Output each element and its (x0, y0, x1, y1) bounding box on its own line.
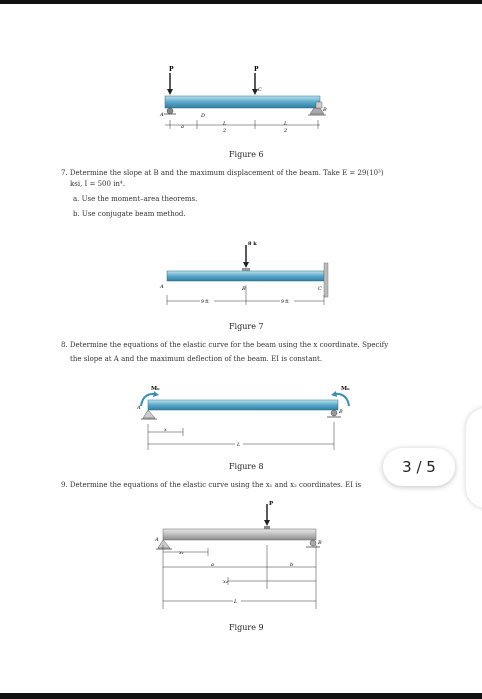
top-edge-bar (0, 0, 482, 4)
svg-text:D: D (201, 113, 206, 119)
load-label: P (254, 66, 259, 73)
pin-support (158, 540, 170, 548)
fixed-support (310, 108, 324, 114)
svg-text:B: B (339, 409, 343, 415)
figure-9-diagram (148, 497, 333, 612)
svg-text:A: A (137, 405, 141, 411)
roller-support (310, 540, 316, 546)
svg-text:B: B (318, 540, 322, 546)
figure-7-caption: Figure 7 (229, 322, 264, 331)
beam (148, 400, 338, 410)
bottom-edge-bar (0, 693, 482, 699)
figure-8-caption: Figure 8 (229, 462, 264, 471)
figure-6-diagram (150, 62, 340, 142)
problem-9-text: 9. Determine the equations of the elastic curve using the x₁ and x₂ coordinates. EI is (61, 481, 362, 489)
svg-text:L: L (234, 599, 238, 605)
svg-text:M₀: M₀ (151, 386, 160, 392)
beam (167, 271, 324, 281)
pin-support (143, 410, 155, 418)
scroll-handle[interactable] (466, 408, 482, 508)
svg-text:9 ft: 9 ft (201, 300, 209, 305)
load-label: P (169, 66, 174, 73)
svg-text:x₂: x₂ (223, 579, 228, 585)
roller-support (331, 410, 337, 416)
svg-text:M₀: M₀ (341, 386, 350, 392)
svg-text:L: L (223, 121, 227, 127)
svg-text:a: a (181, 124, 184, 130)
svg-text:B: B (242, 286, 246, 292)
svg-text:C: C (258, 87, 262, 93)
svg-text:2: 2 (284, 128, 288, 134)
svg-text:L: L (237, 442, 241, 448)
page-indicator: 3 / 5 (383, 448, 455, 486)
svg-text:A: A (160, 284, 164, 290)
svg-text:P: P (269, 501, 274, 507)
svg-text:L: L (284, 121, 288, 127)
figure-7-diagram (150, 237, 340, 312)
svg-text:8 k: 8 k (248, 241, 257, 247)
beam (163, 529, 316, 540)
svg-text:a: a (211, 562, 214, 568)
figure-9-caption: Figure 9 (229, 623, 264, 632)
figure-6-caption: Figure 6 (229, 150, 264, 159)
svg-text:2: 2 (223, 128, 227, 134)
svg-text:x₁: x₁ (179, 550, 184, 556)
problem-7-text: 7. Determine the slope at B and the maximum displacement of the beam. Take E = 29(10³) ksi, I = 500 in⁴. a. Use the moment–area theorems. b. Use conjugate beam method. (61, 169, 384, 218)
problem-8-text: 8. Determine the equations of the elastic curve for the beam using the x coordinate. Specify the slope at A and the maximum deflection of the beam. EI is constant. (61, 341, 389, 363)
svg-text:9 ft: 9 ft (281, 300, 289, 305)
svg-text:B: B (323, 107, 327, 113)
figure-8-diagram (133, 380, 358, 455)
svg-text:A: A (160, 112, 164, 118)
svg-text:C: C (318, 286, 322, 292)
roller-support (167, 108, 173, 114)
fixed-wall (324, 263, 328, 297)
svg-text:A: A (155, 537, 159, 543)
svg-text:x: x (164, 427, 167, 433)
beam (165, 96, 320, 108)
svg-text:b: b (290, 562, 294, 568)
